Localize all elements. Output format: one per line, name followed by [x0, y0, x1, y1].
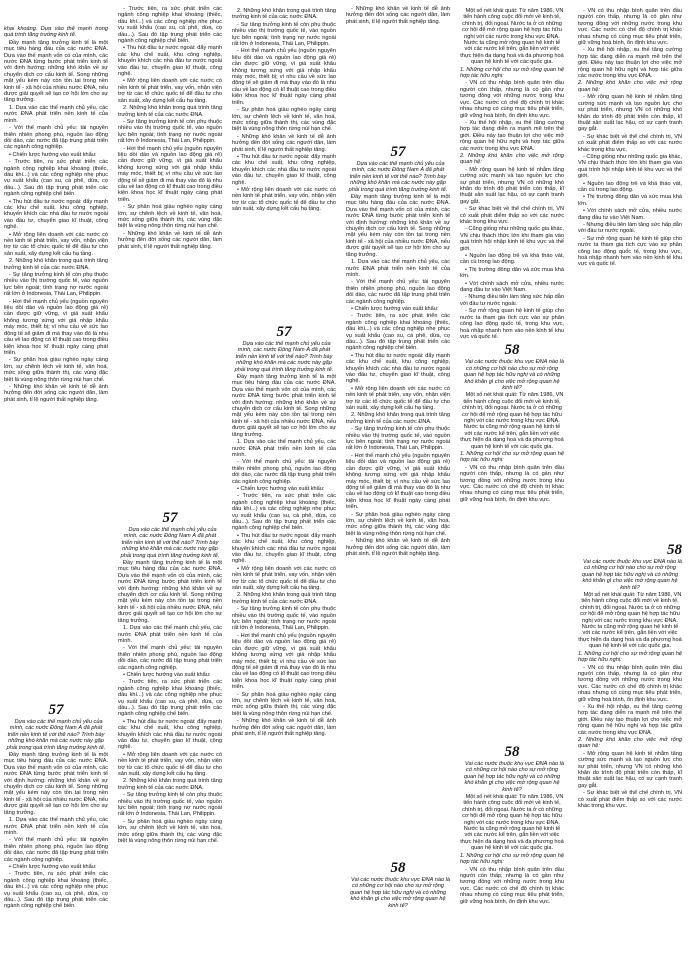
paragraph: • Mở rộng liên doanh với các nước có nền kinh tế phát triển, vay vốn, nhận viện trợ từ các tổ chức quốc tế để đầu tư cho sản xuất, xây dựng kết cấu hạ tầng. — [346, 385, 450, 412]
paragraph: - Mở rộng quan hệ kinh tế nhằm tăng cường sức mạnh và tạo nguồn lực cho sự phát triển, nhưng VN có những khó khăn do trình độ phát triển còn thấp, kĩ thuật sản xuất lạc hậu, có sự cạnh tranh gay gắt. — [578, 94, 682, 133]
paragraph: - Sự tăng trưởng kinh tế còn phụ thuộc nhiều vào thị trường quốc tế, vào nguồn lực bên ngoài; tình trạng nợ nước ngoài rất lớn ở Indonesia, Thái Lan, Philippin. — [4, 272, 108, 298]
paragraph: 1. Những cơ hội cho sự mở rộng quan hệ hợp tác hữu nghị: — [460, 451, 564, 464]
paragraph: Đầy mạnh tăng trưởng kinh tế là một mục tiêu hàng đầu của các nước ĐNA. Dựa vào thế mạnh vốn có của mình, các nước ĐNA từng bước phát triển kinh tế với định hướng: những khó khăn về sự chuyển dịch cơ cấu kinh tế. Song những mặt yếu kém này còn tồn tại trong nền kinh tế - xã hội của nhiều nước ĐNA, nếu được giải quyết sẽ tạo cơ hội lớn cho sự tăng trưởng. — [232, 374, 336, 438]
paragraph: - Trước tiên, ra sức phát triển các ngành công nghiệp khai khoáng (thiếc, dầu khí...) và các công nghiệp nhẹ phục vụ xuất khẩu (cao su, cà phê, dừa, cọ dầu...). Sau đó tập trung phát triển các ngành công nghiệp chế biến. — [232, 493, 336, 532]
paragraph: 1. Dựa vào các thế mạnh chủ yếu, các nước ĐNA phát triển nền kinh tế của mình. — [232, 439, 336, 458]
paragraph: 2. Những khó khăn trong quá trình tăng trưởng kinh tế của các nước ĐNA. — [118, 105, 222, 118]
paragraph: Một số nét khái quát: Từ năm 1986, VN tiến hành công cuộc đổi mới về kinh tế, chính trị, đối ngoại. Nước ta ở có những cơ hội để mở rộng quan hệ hợp tác hữu nghị với các nước trong khu vực ĐNA. Nước ta cũng mở rộng quan hệ kinh tế với các nước kể trên, gắn liền với việc thực hiện đa dạng hoá và đa phương hoá quan hệ kinh tế với các quốc gia. — [578, 592, 682, 650]
paragraph: • Thị trường đông dân và sức mua khá lớn. — [578, 194, 682, 207]
paragraph: • Thu hút đầu tư nước ngoài: đẩy mạnh các khu chế xuất, khu công nghiệp, khuyến khích các nhà đầu tư nước ngoài vào đầu tư, chuyển giao kĩ thuật, công nghệ. — [232, 153, 336, 186]
question-number: 58 — [390, 860, 406, 876]
question-prompt: Vai các nước thuộc khu vực ĐNA nào là có những cơ hội nào cho sự mở rộng quan hệ hợp tác hữu nghị và có những khó khăn gì cho việc mở rộng quan hệ kinh tế? — [463, 359, 564, 391]
paragraph: 1. Dựa vào các thế mạnh chủ yếu, các nước ĐNA phát triển nền kinh tế của mình. — [346, 259, 450, 278]
paragraph: - Xu thế hội nhập, xu thế tăng cường hợp tác đang diễn ra mạnh mẽ trên thế giới. Điều này tạo thuận lợi cho việc mở rộng quan hệ hữu nghị và hợp tác giữa các nước trong khu vực ĐNA. — [578, 703, 682, 736]
paragraph: 2. Những khó khăn trong quá trình tăng trưởng kinh tế của các nước ĐNA. — [4, 258, 108, 271]
paragraph: • Mở rộng liên doanh với các nước có nền kinh tế phát triển, vay vốn, nhận viện trợ từ các tổ chức quốc tế để đầu tư cho sản xuất, xây dựng kết cấu hạ tầng. — [232, 565, 336, 592]
paragraph: - Sự mở rộng quan hệ kinh tế giúp cho nước ta tham gia tích cực vào sự phân công lao động quốc tế, trong khu vực, hoà nhập nhanh hơn vào nền kinh tế khu vực và quốc tế. — [460, 308, 564, 340]
paragraph: - Trước tiên, ra sức phát triển các ngành công nghiệp khai khoáng (thiếc, dầu khí...) và các công nghiệp nhẹ phục vụ xuất khẩu (cao su, cà phê, dừa, cọ dầu...). Sau đó tập trung phát triển các ngành công nghiệp chế biến. — [118, 6, 222, 45]
question-prompt: Dựa vào các thế mạnh chủ yếu của mình, các nước Đông Nam Á đã phát triển nền kinh tế với thế nào? Trình bày những khó khăn mà các nước này gặp phải trong quá trình tăng trưởng kinh tế. — [234, 341, 334, 373]
paragraph: • Thu hút đầu tư nước ngoài: đẩy mạnh các khu chế xuất, khu công nghiệp, khuyến khích các nhà đầu tư nước ngoài vào đầu tư, chuyển giao kĩ thuật, công nghệ. — [118, 45, 222, 78]
paragraph: - Xu thế hội nhập, xu thế tăng cường hợp tác đang diễn ra mạnh mẽ trên thế giới. Điều này tạo thuận lợi cho việc mở rộng quan hệ hữu nghị và hợp tác giữa các nước trong khu vực ĐNA. — [578, 47, 682, 80]
paragraph: - Với thế mạnh chủ yếu: tài nguyên thiên nhiên phong phú, nguồn lao động dồi dào, các nước đã tập trung phát triển các ngành công nghiệp. — [232, 459, 336, 485]
paragraph: - Hơi thế mạnh chủ yếu (nguồn nguyên liệu dồi dào và nguồn lao động giá rẻ) cần được giữ vững, vì giá xuất khẩu không tương xứng với giá nhập khẩu máy móc, thiết bị; vì nhu cầu về sức lao động tế sẽ giảm đi mà thay vào đó là nhu cầu về lao động có kĩ thuật cao trong điều kiện khoa học kĩ thuật ngày càng phát triển. — [118, 145, 222, 203]
question-number: 57 — [276, 324, 292, 340]
paragraph: - Nhưng điều tiên làm tăng sức hấp dẫn với đầu tư nước ngoài. — [578, 222, 682, 235]
paragraph: khai khoáng. Dựa vào thế mạnh trong quá trình tăng trưởng kinh tế. — [4, 26, 108, 39]
paragraph: - Sự khác biệt về thể chế chính trị, VN có xuất phát điểm thấp so với các nước khác trong khu vực. — [578, 790, 682, 810]
paragraph: - Hơi thế mạnh chủ yếu (nguồn nguyên liệu dồi dào và nguồn lao động giá rẻ) cần được giữ vững, vì giá xuất khẩu không tương xứng với giá nhập khẩu máy móc, thiết bị; vì nhu cầu về sức lao động tế sẽ giảm đi mà thay vào đó là nhu cầu về lao động có kĩ thuật cao trong điều kiện khoa học kĩ thuật ngày càng phát triển. — [346, 452, 450, 511]
paragraph: 2. Những khó khăn trong quá trình tăng trưởng kinh tế của các nước ĐNA. — [232, 8, 336, 21]
text-column — [460, 8, 564, 738]
paragraph: • Mở rộng liên doanh với các nước có nền kinh tế phát triển, vay vốn, nhận viện trợ từ các tổ chức quốc tế để đầu tư cho sản xuất, xây dựng kết cấu hạ tầng. — [4, 231, 108, 257]
text-column — [4, 700, 108, 950]
paragraph: - Sự tăng trưởng kinh tế còn phụ thuộc nhiều vào thị trường quốc tế, vào nguồn lực bên ngoài; tình trạng nợ nước ngoài rất lớn ở Indonesia, Thái Lan, Philippin. — [118, 792, 222, 818]
paragraph: • Mở rộng liên doanh với các nước có nền kinh tế phát triển, vay vốn, nhận viện trợ từ các tổ chức quốc tế để đầu tư cho sản xuất, xây dựng kết cấu hạ tầng. — [118, 78, 222, 104]
paragraph: - Những khó khăn về kinh tế dễ ảnh hưởng đến đời sống các người dân, làm phát sinh, tỉ lệ người thất nghiệp tăng. — [118, 230, 222, 250]
paragraph: Đầy mạnh tăng trưởng kinh tế là một mục tiêu hàng đầu của các nước ĐNA. Dựa vào thế mạnh vốn có của mình, các nước ĐNA từng bước phát triển kinh tế với định hướng: những khó khăn về sự chuyển dịch cơ cấu kinh tế. Song những mặt yếu kém này còn tồn tại trong nền kinh tế - xã hội của nhiều nước ĐNA, nếu được giải quyết sẽ tạo cơ hội lớn cho sự tăng trưởng. — [4, 39, 108, 104]
paragraph: 1. Dựa vào các thế mạnh chủ yếu, các nước ĐNA phát triển nền kinh tế của mình. — [4, 817, 108, 836]
paragraph: - Trước tiên, ra sức phát triển các ngành công nghiệp khai khoáng (thiếc, dầu khí...) và các công nghiệp nhẹ phục vụ xuất khẩu (cao su, cà phê, dừa, cọ dầu...). Sau đó tập trung phát triển các ngành công nghiệp chế biến. — [346, 313, 450, 352]
paragraph: - Cũng giống như những quốc gia khác, VN chịu thách thức lớn khi tham gia vào quá trình hội nhập kinh tế khu vực và thế giới. — [460, 226, 564, 252]
paragraph: • Mở rộng liên doanh với các nước có nền kinh tế phát triển, vay vốn, nhận viện trợ từ các tổ chức quốc tế để đầu tư cho sản xuất, xây dựng kết cấu hạ tầng. — [118, 751, 222, 778]
paragraph: 1. Dựa vào các thế mạnh chủ yếu, các nước ĐNA phát triển nền kinh tế của mình. — [4, 104, 108, 124]
paragraph: - Nhưng điều tiên làm tăng sức hấp dẫn với đầu tư nước ngoài. — [460, 294, 564, 307]
paragraph: • Với chính sách mở cửa, nhiều nước đang đầu tư vào Việt Nam. — [578, 208, 682, 221]
paragraph: - Sự khác biệt về thể chế chính trị, VN có xuất phát điểm thấp so với các nước khác trong khu vực. — [578, 133, 682, 153]
paragraph: - Hơi thế mạnh chủ yếu (nguồn nguyên liệu dồi dào và nguồn lao động giá rẻ) cần được giữ vững, vì giá xuất khẩu không tương xứng với giá nhập khẩu máy móc, thiết bị; vì nhu cầu về sức lao động tế sẽ giảm đi mà thay vào đó là nhu cầu về lao động có kĩ thuật cao trong điều kiện khoa học kĩ thuật ngày càng phát triển. — [4, 298, 108, 356]
paragraph: • Thu hút đầu tư nước ngoài: đẩy mạnh các khu chế xuất, khu công nghiệp, khuyến khích các nhà đầu tư nước ngoài vào đầu tư, chuyển giao kĩ thuật, công nghệ. — [232, 532, 336, 565]
paragraph: - Xu thế hội nhập, xu thế tăng cường hợp tác đang diễn ra mạnh mẽ trên thế giới. Điều này tạo thuận lợi cho việc mở rộng quan hệ hữu nghị và hợp tác giữa các nước trong khu vực ĐNA. — [460, 119, 564, 152]
paragraph: 1. Những cơ hội cho sự mở rộng quan hệ hợp tác hữu nghị: — [460, 852, 564, 866]
paragraph: - Với thế mạnh chủ yếu: tài nguyên thiên nhiên phong phú, nguồn lao động dồi dào, các nước đã tập trung phát triển các ngành công nghiệp. — [4, 125, 108, 151]
paragraph: Đầy mạnh tăng trưởng kinh tế là một mục tiêu hàng đầu của các nước ĐNA. Dựa vào thế mạnh vốn có của mình, các nước ĐNA từng bước phát triển kinh tế với định hướng: những khó khăn về sự chuyển dịch cơ cấu kinh tế. Song những mặt yếu kém này còn tồn tại trong nền kinh tế - xã hội của nhiều nước ĐNA, nếu được giải quyết sẽ tạo cơ hội lớn cho sự tăng trưởng. — [346, 194, 450, 258]
paragraph: • Thu hút đầu tư nước ngoài: đẩy mạnh các khu chế xuất, khu công nghiệp, khuyến khích các nhà đầu tư nước ngoài vào đầu tư, chuyển giao kĩ thuật, công nghệ. — [346, 352, 450, 385]
text-column — [118, 508, 222, 948]
paragraph: - Mở rộng quan hệ kinh tế nhằm tăng cường sức mạnh và tạo nguồn lực cho sự phát triển, nhưng VN có những khó khăn do trình độ phát triển còn thấp, kĩ thuật sản xuất lạc hậu, có sự cạnh tranh gay gắt. — [578, 750, 682, 789]
paragraph: - Sự phân hoá giàu nghèo ngày càng lớn, sự chênh lệch về kinh tế, văn hoá, mức sống giữa thành thị, các vùng đặc biệt là vùng nông thôn rừng núi hạn chế. — [4, 357, 108, 383]
paragraph: • Chiến lược hướng vào xuất khẩu: — [351, 305, 439, 312]
paragraph: - Sự phân hoá giàu nghèo ngày càng lớn, sự chênh lệch về kinh tế, văn hoá, mức sống giữa thành thị, các vùng đặc biệt là vùng nông thôn rừng núi hạn chế. — [118, 204, 222, 230]
paragraph: - Sự tăng trưởng kinh tế còn phụ thuộc nhiều vào thị trường quốc tế, vào nguồn lực bên ngoài; tình trạng nợ nước ngoài rất lớn ở Indonesia, Thái Lan, Philippin. — [232, 606, 336, 632]
text-column — [232, 322, 336, 952]
paragraph: • Thị trường đông dân và sức mua khá lớn. — [460, 266, 564, 280]
paragraph: • Chiến lược hướng vào xuất khẩu: — [237, 485, 325, 492]
paragraph: 1. Những cơ hội cho sự mở rộng quan hệ hợp tác hữu nghị: — [578, 650, 682, 664]
paragraph: • Nguồn lao động trẻ và khá tháo vát, cần cù trong lao động. — [460, 253, 564, 266]
text-column — [346, 142, 450, 852]
paragraph: - VN có thu nhập bình quân trên đầu người còn thấp, nhưng là có gần như tương đồng với những nước trong khu vực. Các nước có chế độ chính trị khác nhau nhưng có cùng mục tiêu phát triển, giữ vững hoà bình, ổn định khu vực. — [578, 664, 682, 703]
paragraph: 2. Những khó khăn trong quá trình tăng trưởng kinh tế của các nước ĐNA. — [118, 778, 222, 791]
question-number: 57 — [48, 702, 64, 718]
paragraph: - VN có thu nhập bình quân trên đầu người còn thấp, nhưng là có gần như tương đồng với những nước trong khu vực. Các nước có chế độ chính trị khác nhau nhưng có cùng mục tiêu phát triển, giữ vững hoà bình, ổn định khu vực. — [578, 8, 682, 47]
paragraph: • Với chính sách mở cửa, nhiều nước đang đầu tư vào Việt Nam. — [460, 280, 564, 294]
paragraph: - Cũng giống như những quốc gia khác, VN chịu thách thức lớn khi tham gia vào quá trình hội nhập kinh tế khu vực và thế giới. — [578, 153, 682, 180]
paragraph: • Mở rộng liên doanh với các nước có nền kinh tế phát triển, vay vốn, nhận viện trợ từ các tổ chức quốc tế để đầu tư cho sản xuất, xây dựng kết cấu hạ tầng. — [232, 186, 336, 213]
paragraph: Đầy mạnh tăng trưởng kinh tế là một mục tiêu hàng đầu của các nước ĐNA. Dựa vào thế mạnh vốn có của mình, các nước ĐNA từng bước phát triển kinh tế với định hướng: những khó khăn về sự chuyển dịch cơ cấu kinh tế. Song những mặt yếu kém này còn tồn tại trong nền kinh tế - xã hội của nhiều nước ĐNA, nếu được giải quyết sẽ tạo cơ hội lớn cho sự tăng trưởng. — [118, 560, 222, 624]
paragraph: - Sự phân hoá giàu nghèo ngày càng lớn, sự chênh lệch về kinh tế, văn hoá, mức sống giữa thành thị, các vùng đặc biệt là vùng nông thôn rừng núi hạn chế. — [232, 691, 336, 717]
paragraph: • Thu hút đầu tư nước ngoài: đẩy mạnh các khu chế xuất, khu công nghiệp, khuyến khích các nhà đầu tư nước ngoài vào đầu tư, chuyển giao kĩ thuật, công nghệ. — [118, 718, 222, 751]
question-prompt: Vai các nước thuộc khu vực ĐNA nào là có những cơ hội nào cho sự mở rộng quan hệ hợp tác hữu nghị và có những khó khăn gì cho việc mở rộng quan hệ kinh tế? — [581, 559, 682, 591]
paragraph: - Mở rộng quan hệ kinh tế nhằm tăng cường sức mạnh và tạo nguồn lực cho sự phát triển, nhưng VN có những khó khăn do trình độ phát triển còn thấp, kĩ thuật sản xuất lạc hậu, có sự cạnh tranh gay gắt. — [460, 166, 564, 205]
paragraph: - Những khó khăn về kinh tế dễ ảnh hưởng đến đời sống các người dân, làm phát sinh, tỉ lệ người thất nghiệp tăng. — [4, 383, 108, 403]
paragraph: • Nguồn lao động trẻ và khá tháo vát, cần cù trong lao động. — [578, 180, 682, 193]
paragraph: 2. Những khó khăn cho việc mở rộng quan hệ: — [460, 152, 564, 166]
paragraph: Một số nét khái quát: Từ năm 1986, VN tiến hành công cuộc đổi mới về kinh tế, chính trị, đối ngoại. Nước ta ở có những cơ hội để mở rộng quan hệ hợp tác hữu nghị với các nước trong khu vực ĐNA. Nước ta cũng mở rộng quan hệ kinh tế với các nước kể trên, gắn liền với việc thực hiện đa dạng hoá và đa phương hoá quan hệ kinh tế với các quốc gia. — [460, 392, 564, 450]
paragraph: - Những khó khăn về kinh tế dễ ảnh hưởng đến đời sống các người dân, làm phát sinh, tỉ lệ người thất nghiệp tăng. — [346, 6, 450, 25]
paragraph: - Những khó khăn về kinh tế dễ ảnh hưởng đến đời sống các người dân, làm phát sinh, tỉ lệ người thất nghiệp tăng. — [346, 538, 450, 557]
question-prompt: Dựa vào các thế mạnh chủ yếu của mình, các nước Đông Nam Á đã phát triển nền kinh tế với thế nào? Trình bày những khó khăn mà các nước này gặp phải trong quá trình tăng trưởng kinh tế. — [6, 719, 106, 751]
text-column — [4, 26, 108, 403]
paragraph: - Trước tiên, ra sức phát triển các ngành công nghiệp khai khoáng (thiếc, dầu khí...) và các công nghiệp nhẹ phục vụ xuất khẩu (cao su, cà phê, dừa, cọ dầu...). Sau đó tập trung phát triển các ngành công nghiệp chế biến. — [118, 679, 222, 718]
paragraph: - Sự tăng trưởng kinh tế còn phụ thuộc nhiều vào thị trường quốc tế, vào nguồn lực bên ngoài; tình trạng nợ nước ngoài rất lớn ở Indonesia, Thái Lan, Philippin. — [118, 118, 222, 145]
paragraph: 2. Những khó khăn cho việc mở rộng quan hệ: — [578, 80, 682, 93]
paragraph: - Với thế mạnh chủ yếu: tài nguyên thiên nhiên phong phú, nguồn lao động dồi dào, các nước đã tập trung phát triển các ngành công nghiệp. — [118, 645, 222, 671]
paragraph: 2. Những khó khăn trong quá trình tăng trưởng kinh tế của các nước ĐNA. — [346, 412, 450, 425]
paragraph: • Chiến lược hướng vào xuất khẩu: — [123, 671, 211, 678]
paragraph: 2. Những khó khăn trong quá trình tăng trưởng kinh tế của các nước ĐNA. — [232, 592, 336, 605]
text-column — [346, 858, 450, 954]
question-number: 58 — [504, 744, 520, 760]
paragraph: - Hơi thế mạnh chủ yếu (nguồn nguyên liệu dồi dào và nguồn lao động giá rẻ) cần được giữ vững, vì giá xuất khẩu không tương xứng với giá nhập khẩu máy móc, thiết bị; vì nhu cầu về sức lao động tế sẽ giảm đi mà thay vào đó là nhu cầu về lao động có kĩ thuật cao trong điều kiện khoa học kĩ thuật ngày càng phát triển. — [232, 632, 336, 691]
paragraph: - Hơi thế mạnh chủ yếu (nguồn nguyên liệu dồi dào và nguồn lao động giá rẻ) cần được giữ vững, vì giá xuất khẩu không tương xứng với giá nhập khẩu máy móc, thiết bị; vì nhu cầu về sức lao động tế sẽ giảm đi mà thay vào đó là nhu cầu về lao động có kĩ thuật cao trong điều kiện khoa học kĩ thuật ngày càng phát triển. — [232, 48, 336, 106]
question-number: 57 — [390, 144, 406, 160]
text-column — [578, 540, 682, 954]
paragraph: - Với thế mạnh chủ yếu: tài nguyên thiên nhiên phong phú, nguồn lao động dồi dào, các nước đã tập trung phát triển các ngành công nghiệp. — [346, 279, 450, 305]
question-prompt: Vai các nước thuộc khu vực ĐNA nào là có những cơ hội nào cho sự mở rộng quan hệ hợp tác hữu nghị và có những khó khăn gì cho việc mở rộng quan hệ kinh tế? — [349, 877, 450, 909]
paragraph: - Sự tăng trưởng kinh tế còn phụ thuộc nhiều vào thị trường quốc tế, vào nguồn lực bên ngoài; tình trạng nợ nước ngoài rất lớn ở Indonesia, Thái Lan, Philippin. — [232, 21, 336, 48]
paragraph: - Sự phân hoá giàu nghèo ngày càng lớn, sự chênh lệch về kinh tế, văn hoá, mức sống giữa thành thị, các vùng đặc biệt là vùng nông thôn rừng núi hạn chế. — [232, 107, 336, 133]
paragraph: • Chiến lược hướng vào xuất khẩu: — [9, 863, 97, 870]
paragraph: - Trước tiên, ra sức phát triển các ngành công nghiệp khai khoáng (thiếc, dầu khí...) và các công nghiệp nhẹ phục vụ xuất khẩu (cao su, cà phê, dừa, cọ dầu...). Sau đó tập trung phát triển các ngành công nghiệp chế biến. — [4, 871, 108, 910]
question-number: 58 — [667, 542, 682, 558]
paragraph: 1. Dựa vào các thế mạnh chủ yếu, các nước ĐNA phát triển nền kinh tế của mình. — [118, 625, 222, 644]
text-column — [118, 6, 222, 326]
question-prompt: Vai các nước thuộc khu vực ĐNA nào là có những cơ hội nào cho sự mở rộng quan hệ hợp tác hữu nghị và có những khó khăn gì cho việc mở rộng quan hệ kinh tế? — [463, 761, 564, 793]
question-number: 57 — [162, 510, 178, 526]
paragraph: Một số nét khái quát: Từ năm 1986, VN tiến hành công cuộc đổi mới về kinh tế, chính trị, đối ngoại. Nước ta ở có những cơ hội để mở rộng quan hệ hợp tác hữu nghị với các nước trong khu vực ĐNA. Nước ta cũng mở rộng quan hệ kinh tế với các nước kể trên, gắn liền với việc thực hiện đa dạng hoá và đa phương hoá quan hệ kinh tế với các quốc gia. — [460, 8, 564, 66]
paragraph: - Sự mở rộng quan hệ kinh tế giúp cho nước ta tham gia tích cực vào sự phân công lao động quốc tế, trong khu vực, hoà nhập nhanh hơn vào nền kinh tế khu vực và quốc tế. — [578, 235, 682, 268]
paragraph: 2. Những khó khăn cho việc mở rộng quan hệ: — [578, 736, 682, 750]
paragraph: - VN có thu nhập bình quân trên đầu người còn thấp, nhưng là có gần như tương đồng với những nước trong khu vực. Các nước có chế độ chính trị khác nhau nhưng có cùng mục tiêu phát triển, giữ vững hoà bình, ổn định khu vực. — [460, 80, 564, 119]
question-prompt: Dựa vào các thế mạnh chủ yếu của mình, các nước Đông Nam Á đã phát triển nền kinh tế với thế nào? Trình bày những khó khăn mà các nước này gặp phải trong quá trình tăng trưởng kinh tế. — [120, 527, 220, 559]
paragraph: - Trước tiên, ra sức phát triển các ngành công nghiệp khai khoáng (thiếc, dầu khí...) và các công nghiệp nhẹ phục vụ xuất khẩu (cao su, cà phê, dừa, cọ dầu...). Sau đó tập trung phát triển các ngành công nghiệp chế biến. — [4, 159, 108, 198]
paragraph: - Những khó khăn về kinh tế dễ ảnh hưởng đến đời sống các người dân, làm phát sinh, tỉ lệ người thất nghiệp tăng. — [232, 718, 336, 737]
text-column — [460, 742, 564, 954]
paragraph: - VN có thu nhập bình quân trên đầu người còn thấp, nhưng là có gần như tương đồng với những nước trong khu vực. Các nước có chế độ chính trị khác nhau nhưng có cùng mục tiêu phát triển, giữ vững hoà bình, ổn định khu vực. — [460, 464, 564, 503]
question-prompt: Dựa vào các thế mạnh chủ yếu của mình, các nước Đông Nam Á đã phát triển nền kinh tế với thế nào? Trình bày những khó khăn mà các nước này gặp phải trong quá trình tăng trưởng kinh tế. — [348, 161, 448, 193]
paragraph: • Chiến lược hướng vào xuất khẩu: — [9, 151, 97, 158]
paragraph: Đầy mạnh tăng trưởng kinh tế là một mục tiêu hàng đầu của các nước ĐNA. Dựa vào thế mạnh vốn có của mình, các nước ĐNA từng bước phát triển kinh tế với định hướng: những khó khăn về sự chuyển dịch cơ cấu kinh tế. Song những mặt yếu kém này còn tồn tại trong nền kinh tế - xã hội của nhiều nước ĐNA, nếu được giải quyết sẽ tạo cơ hội lớn cho sự tăng trưởng. — [4, 752, 108, 816]
paragraph: - Sự khác biệt về thể chế chính trị, VN có xuất phát điểm thấp so với các nước khác trong khu vực. — [460, 206, 564, 225]
paragraph: - Sự phân hoá giàu nghèo ngày càng lớn, sự chênh lệch về kinh tế, văn hoá, mức sống giữa thành thị, các vùng đặc biệt là vùng nông thôn rừng núi hạn chế. — [346, 511, 450, 537]
paragraph: - Sự phân hoá giàu nghèo ngày càng lớn, sự chênh lệch về kinh tế, văn hoá, mức sống giữa thành thị, các vùng đặc biệt là vùng nông thôn rừng núi hạn chế. — [118, 818, 222, 845]
question-number: 58 — [504, 342, 520, 359]
paragraph: 1. Những cơ hội cho sự mở rộng quan hệ hợp tác hữu nghị: — [460, 66, 564, 80]
paragraph: Một số nét khái quát: Từ năm 1986, VN tiến hành công cuộc đổi mới về kinh tế, chính trị, đối ngoại. Nước ta ở có những cơ hội để mở rộng quan hệ hợp tác hữu nghị với các nước trong khu vực ĐNA. Nước ta cũng mở rộng quan hệ kinh tế với các nước kể trên, gắn liền với việc thực hiện đa dạng hoá và đa phương hoá quan hệ kinh tế với các quốc gia. — [460, 794, 564, 852]
paragraph: - Với thế mạnh chủ yếu: tài nguyên thiên nhiên phong phú, nguồn lao động dồi dào, các nước đã tập trung phát triển các ngành công nghiệp. — [4, 837, 108, 863]
paragraph: • Thu hút đầu tư nước ngoài: đẩy mạnh các khu chế xuất, khu công nghiệp, khuyến khích các nhà đầu tư nước ngoài vào đầu tư, chuyển giao kĩ thuật, công nghệ. — [4, 198, 108, 231]
text-column — [578, 8, 682, 538]
text-column — [232, 8, 336, 348]
paragraph: - VN có thu nhập bình quân trên đầu người còn thấp, nhưng là có gần như tương đồng với những nước trong khu vực. Các nước có chế độ chính trị khác nhau nhưng có cùng mục tiêu phát triển, giữ vững hoà bình, ổn định khu vực. — [460, 866, 564, 905]
paragraph: - Sự tăng trưởng kinh tế còn phụ thuộc nhiều vào thị trường quốc tế, vào nguồn lực bên ngoài; tình trạng nợ nước ngoài rất lớn ở Indonesia, Thái Lan, Philippin. — [346, 426, 450, 452]
text-column — [346, 6, 450, 136]
paragraph: - Những khó khăn về kinh tế dễ ảnh hưởng đến đời sống các người dân, làm phát sinh, tỉ lệ người thất nghiệp tăng. — [232, 133, 336, 153]
